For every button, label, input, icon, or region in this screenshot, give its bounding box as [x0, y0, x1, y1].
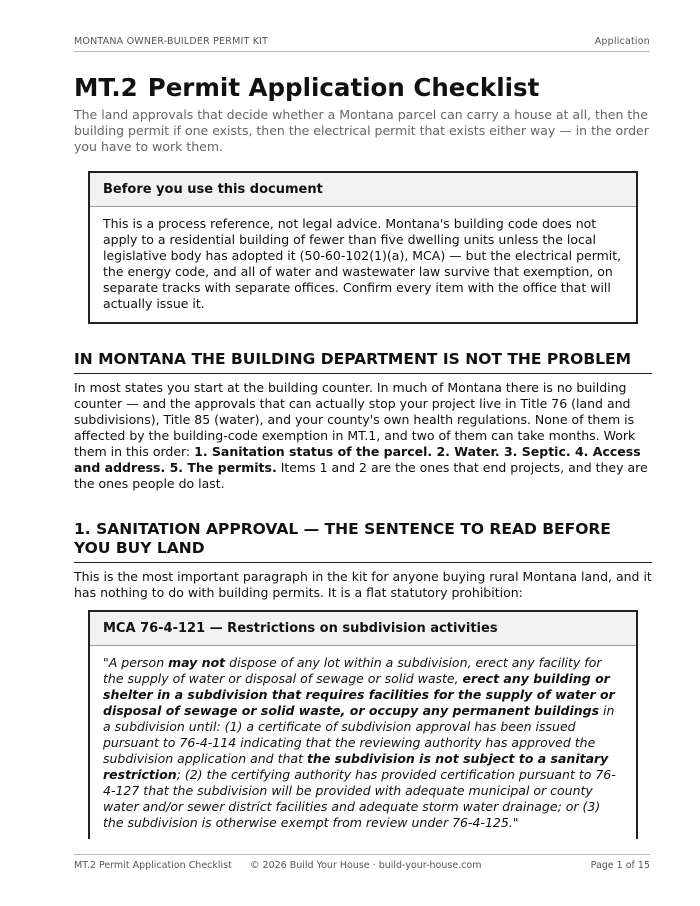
running-header [74, 36, 650, 52]
section-heading-overview: IN MONTANA THE BUILDING DEPARTMENT IS NOT THE PROBLEM [74, 350, 652, 374]
overview-paragraph [74, 380, 652, 492]
section-overview [74, 350, 652, 492]
page-number: Page 1 of 15 [590, 860, 650, 871]
document-body [74, 72, 652, 839]
page-title [74, 72, 652, 104]
callout-heading: Before you use this document [90, 173, 636, 207]
statute-quote-box [88, 610, 638, 839]
quote-part: dispose of any lot within a subdivision, erect any facility for the supply of water or disposal of sewage or solid waste, [103, 655, 602, 686]
overview-tail: Items 1 and 2 are the ones that end projects, and they are the ones people do last. [74, 460, 648, 491]
overview-lead: In most states you start at the building counter. In much of Montana there is no building counter — and the approvals that can actually stop your project live in Title 76 (land and subdivisions), Title 85 (water), and your county's own health regulations. None of them is affected by the building-code exemption in MT.1, and two of them can take months. Work them in this order: [74, 380, 636, 459]
kit-name: MONTANA OWNER-BUILDER PERMIT KIT [74, 36, 269, 47]
quote-emphasis: may not [168, 655, 226, 670]
statute-quote [90, 646, 636, 839]
quote-part: ; (2) the certifying authority has provided certification pursuant to 76-4-127 that the subdivision will be provided with adequate municipal or county water and/or sewer district facilities and adequate storm water drainage; or (3) the subdivision is otherwise exempt from review under 76-4-125." [103, 767, 616, 830]
statute-heading: MCA 76-4-121 — Restrictions on subdivision activities [90, 612, 636, 646]
quote-emphasis: erect any building or shelter in a subdivision that requires facilities for the supply of water or disposal of sewage or solid waste, or occupy any permanent buildings [103, 671, 615, 718]
overview-order: 1. Sanitation status of the parcel. 2. Water. 3. Septic. 4. Access and address. 5. The permits. [74, 444, 641, 475]
footer-doc-title: MT.2 Permit Application Checklist [74, 860, 232, 871]
page-subtitle: The land approvals that decide whether a Montana parcel can carry a house at all, then the building permit if one exists, then the electrical permit that exists either way — in the order you have to work them. [74, 107, 649, 154]
footer-copyright: © 2026 Build Your House · build-your-house.com [250, 860, 482, 871]
title-text: Permit Application Checklist [147, 73, 540, 102]
section-sanitation [74, 520, 652, 839]
section-label: Application [594, 36, 650, 47]
running-footer [74, 854, 650, 871]
sanitation-intro: This is the most important paragraph in the kit for anyone buying rural Montana land, and it has nothing to do with building permits. It is a flat statutory prohibition: [74, 569, 652, 600]
disclaimer-callout [88, 171, 638, 324]
quote-part: in a subdivision until: (1) a certificate of subdivision approval has been issued pursuant to 76-4-114 indicating that the reviewing authority has approved the subdivision application and that [103, 703, 615, 766]
callout-body: This is a process reference, not legal advice. Montana's building code does not apply to a residential building of fewer than five dwelling units unless the local legislative body has adopted it (50-60-102(1)(a), MCA) — but the electrical permit, the energy code, and all of water and wastewater law survive that exemption, on separate tracks with separate offices. Confirm every item with the office that will actually issue it. [103, 216, 622, 311]
quote-part: "A person [103, 655, 169, 670]
quote-emphasis: the subdivision is not subject to a sanitary restriction [103, 751, 609, 782]
section-heading-sanitation: 1. SANITATION APPROVAL — THE SENTENCE TO READ BEFORE YOU BUY LAND [74, 520, 652, 563]
title-number: MT.2 [74, 73, 138, 102]
